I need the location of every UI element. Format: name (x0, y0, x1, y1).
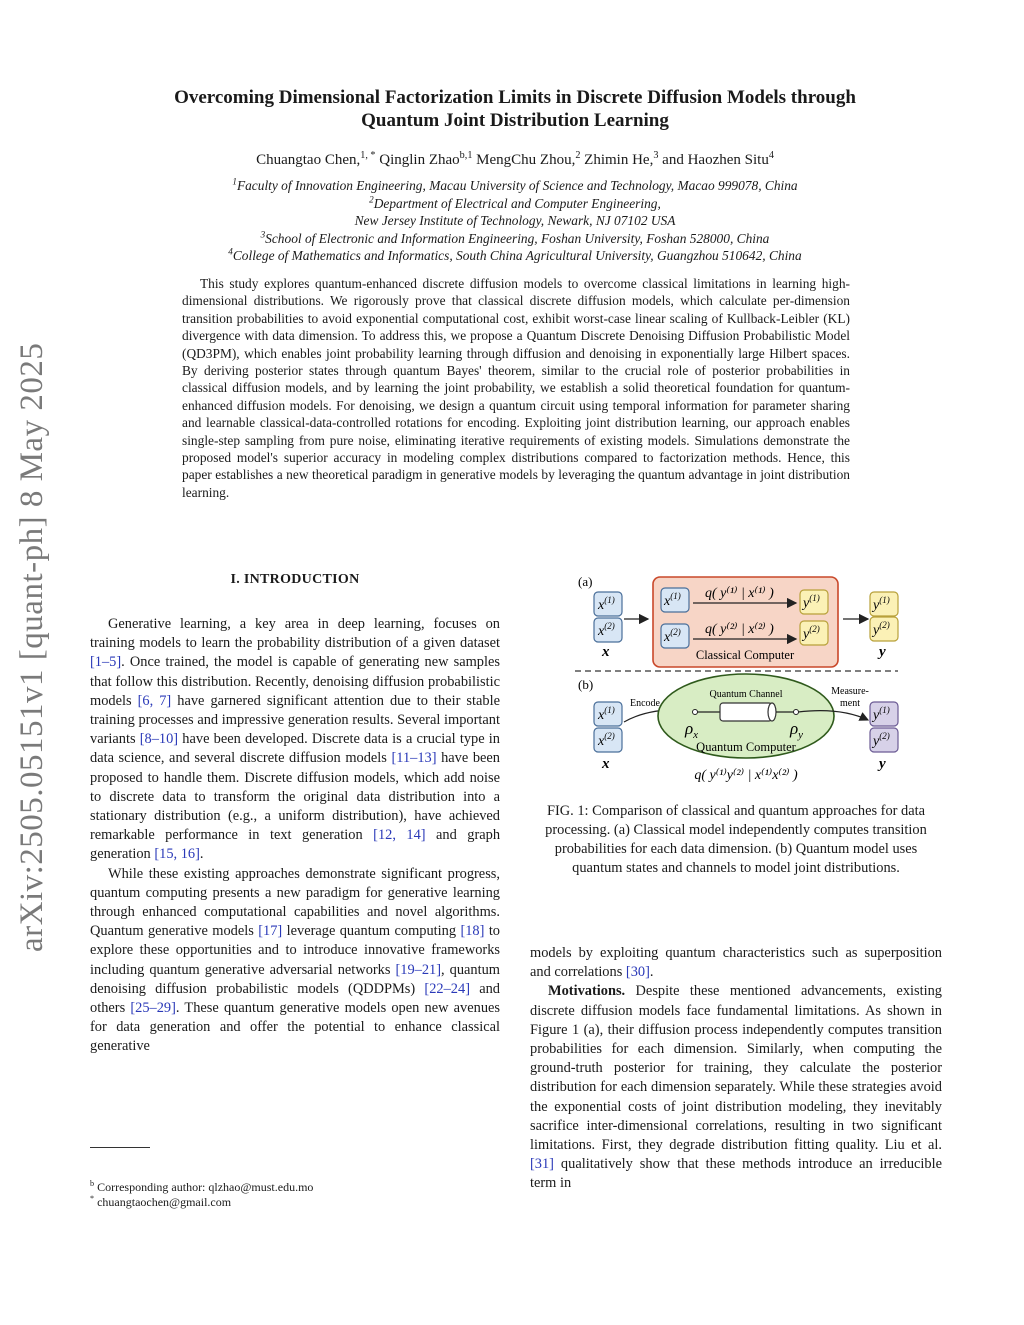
y-vector-label: y (879, 644, 886, 660)
affiliation-4 (90, 247, 940, 265)
citation-link[interactable]: [19–21] (395, 961, 442, 978)
text: . (199, 846, 204, 863)
citation-link[interactable]: [8–10] (139, 731, 179, 748)
paper-title (90, 86, 940, 132)
intro-paragraph-1 (90, 615, 500, 865)
pipe-end (768, 703, 776, 721)
text: While these existing approaches demonstrate significant progress, quantum computing presents a new paradigm for generative learning through enhanced computational capabilities and novel algorithms. Quantum generative models (90, 865, 500, 940)
author-2: Qinglin Zhao (375, 152, 460, 168)
y2-label: $y^{(2)}$ (873, 620, 890, 638)
qy1-label: $y^{(1)}$ (873, 705, 890, 723)
right-column (530, 944, 942, 1194)
qx-vector-label: x (602, 756, 610, 772)
affiliation-1-num: 1 (232, 176, 237, 187)
affiliation-3 (90, 230, 940, 248)
text: leverage quantum computing (282, 923, 461, 940)
classical-x1-label: $x^{(1)}$ (664, 591, 681, 609)
right-paragraph-2 (530, 982, 942, 1193)
panel-b-label: (b) (578, 677, 594, 692)
text: models by exploiting quantum characteristics such as superposition and correlations (530, 945, 942, 981)
citation-link[interactable]: [11–13] (391, 750, 437, 767)
classical-y2-label: $y^{(2)}$ (803, 624, 820, 642)
qy2-label: $y^{(2)}$ (873, 731, 890, 749)
x1-label: $x^{(1)}$ (598, 595, 615, 613)
author-3: MengChu Zhou, (472, 152, 576, 168)
author-2-sup: b,1 (459, 150, 473, 161)
affiliation-2b: New Jersey Institute of Technology, Newark, NJ 07102 USA (354, 213, 676, 228)
author-4-sup: 3 (653, 150, 659, 161)
footnote-2 (90, 1195, 231, 1210)
intro-paragraph-2 (90, 865, 500, 1057)
text: . These quantum generative models open new avenues for data generation and offer the potential to enhance classical generative (90, 1000, 500, 1055)
affiliation-2-text: Department of Electrical and Computer Engineering, (373, 195, 661, 211)
figure-1-caption: FIG. 1: Comparison of classical and quantum approaches for data processing. (a) Classical model independently computes transition probabilities for each data dimension. (b) Quantum model uses quantum states and channels to model joint distributions. (545, 803, 927, 876)
classical-x2-label: $x^{(2)}$ (664, 627, 681, 645)
figure-1-diagram (560, 572, 945, 792)
footnote-1 (90, 1180, 313, 1195)
citation-link[interactable]: [12, 14] (373, 827, 426, 844)
citation-link[interactable]: [25–29] (130, 1000, 176, 1017)
author-5: and Haozhen Situ (658, 152, 769, 168)
footnote-2-mark: * (90, 1194, 95, 1203)
affiliation-3-text: School of Electronic and Information Engineering, Foshan University, Foshan 528000, China (265, 230, 770, 246)
qx2-label: $x^{(2)}$ (598, 731, 615, 749)
affiliation-4-text: College of Mathematics and Informatics, South China Agricultural University, Guangzhou 510642, China (232, 248, 802, 263)
encode-label: Encode (630, 698, 660, 709)
citation-link[interactable]: [6, 7] (137, 692, 172, 709)
title-line-1: Overcoming Dimensional Factorization Limits in Discrete Diffusion Models through (174, 87, 856, 108)
classical-y1-label: $y^{(1)}$ (803, 593, 820, 611)
citation-link[interactable]: [30] (625, 964, 650, 981)
quantum-channel-label: Quantum Channel (709, 689, 783, 700)
rho-x-node (693, 710, 698, 715)
citation-link[interactable]: [18] (460, 923, 485, 940)
classical-computer-label: Classical Computer (695, 648, 795, 662)
text: . Once trained, the model is capable of generating new samples that follow this distribution. Recently, denoising diffusion probabilistic models (90, 654, 500, 709)
abstract-text: This study explores quantum-enhanced discrete diffusion models to overcome classical limitations in learning high-dimensional distributions. We rigorously prove that classical discrete diffusion models, which calculate per-dimension transition probabilities to avoid exponential computational cost, exhibit worst-case linear scaling of Kullback-Leibler (KL) divergence with data dimension. To address this, we propose a Quantum Discrete Denoising Diffusion Probabilistic Model (QD3PM), which enables joint probability learning through diffusion and denoising in exponentially large Hilbert spaces. By deriving posterior states through quantum Bayes' theorem, similar to the crucial role of posterior probabilities in classical diffusion models, and by learning the joint probability, we establish a solid theoretical foundation for quantum-enhanced diffusion models. For denoising, we design a quantum circuit using temporal information for parameter sharing and learnable classical-data-controlled rotations for encoding. Exploiting joint distribution learning, our approach enables single-step sampling from pure noise, eliminating iterative requirements of existing models. Simulations demonstrate the proposed model's superior accuracy in modeling complex distributions compared to factorization methods. Hence, this paper establishes a new theoretical paradigm in generative models by leveraging the quantum advantage in joint distribution learning. (182, 276, 850, 500)
text: and others (90, 980, 500, 1017)
citation-link[interactable]: [31] (530, 1156, 554, 1173)
affiliation-4-num: 4 (228, 246, 233, 257)
text: to explore these opportunities and to introduce innovative frameworks including quantum generative adversarial networks (90, 923, 501, 978)
left-column (90, 615, 500, 1057)
citation-link[interactable]: [1–5] (90, 654, 122, 671)
motivations-lead: Motivations. (548, 983, 626, 1000)
rho-y-label: $\rho_y$ (790, 719, 804, 741)
author-1: Chuangtao Chen, (256, 152, 361, 168)
text: Generative learning, a key area in deep learning, focuses on training models to learn the probability distribution of a given dataset (90, 616, 500, 652)
qy-vector-label: y (879, 756, 886, 772)
affiliation-1 (90, 177, 940, 195)
quantum-computer-label: Quantum Computer (696, 740, 796, 754)
footnote-1-text: Corresponding author: qlzhao@must.edu.mo (94, 1180, 314, 1194)
footnote-rule (90, 1147, 150, 1148)
title-line-2: Quantum Joint Distribution Learning (361, 110, 669, 131)
citation-link[interactable]: [15, 16] (154, 846, 200, 863)
citation-link[interactable]: [17] (258, 923, 283, 940)
text: , quantum denoising diffusion probabilistic models (QDDPMs) (90, 961, 500, 997)
text: have been developed. Discrete data is a crucial type in data science, and several discrete diffusion models (90, 731, 500, 767)
transition-q1: q( y⁽¹⁾ | x⁽¹⁾ ) (705, 586, 774, 601)
rho-x-label: $\rho_x$ (685, 719, 699, 741)
affiliation-3-num: 3 (260, 229, 266, 240)
section-heading-introduction: I. INTRODUCTION (230, 572, 360, 587)
text: and graph generation (90, 827, 501, 863)
author-5-sup: 4 (768, 150, 774, 161)
joint-transition-label: q( y⁽¹⁾y⁽²⁾ | x⁽¹⁾x⁽²⁾ ) (694, 768, 798, 783)
author-list (90, 152, 940, 169)
transition-q2: q( y⁽²⁾ | x⁽²⁾ ) (705, 622, 774, 637)
x-vector-label: x (602, 644, 610, 660)
author-1-sup: 1, * (360, 150, 376, 161)
qx1-label: $x^{(1)}$ (598, 705, 615, 723)
right-paragraph-1 (530, 944, 942, 982)
affiliation-2-num: 2 (369, 194, 374, 205)
author-3-sup: 2 (575, 150, 581, 161)
text: have been proposed to handle them. Discrete diffusion models, which add noise to discrete data to transform the original data distribution into a stationary distribution (e.g., a uniform distribution), have achieved remarkable performance in text generation (90, 750, 500, 844)
rho-y-node (794, 710, 799, 715)
affiliation-2 (90, 195, 940, 213)
y1-label: $y^{(1)}$ (873, 595, 890, 613)
measurement-label-1: Measure- (831, 686, 869, 697)
x2-label: $x^{(2)}$ (598, 621, 615, 639)
text: qualitatively show that these methods introduce an irreducible term in (530, 1156, 942, 1192)
footnote-2-text: chuangtaochen@gmail.com (94, 1195, 232, 1209)
arxiv-side-stamp: arXiv:2505.05151v1 [quant-ph] 8 May 2025 (14, 342, 50, 953)
text: have garnered significant attention due to their stable training processes and impressive generation results. Several important variants (90, 692, 500, 748)
citation-link[interactable]: [22–24] (424, 980, 470, 997)
abstract (182, 275, 850, 501)
text: . (649, 964, 654, 981)
author-4: Zhimin He, (580, 152, 654, 168)
text: Despite these mentioned advancements, existing discrete diffusion models face fundamental limitations. As shown in Figure 1 (a), their diffusion process independently computes transition probabilities for each dimension. Similarly, when computing the ground-truth posterior for training, they calculate the posterior distribution for each dimension separately. While these strategies avoid the exponential costs of joint distribution modeling, they inevitably sacrifice inter-dimensional correlations, resulting in two significant limitations. First, they degrade distribution fitting quality. Liu et al. (530, 983, 942, 1154)
affiliation-1-text: Faculty of Innovation Engineering, Macau University of Science and Technology, Macao 999078, China (236, 178, 798, 193)
footnote-1-mark: b (90, 1179, 95, 1188)
quantum-channel-pipe (720, 703, 772, 721)
measurement-label-2: ment (840, 698, 860, 709)
panel-a-label: (a) (578, 574, 593, 589)
